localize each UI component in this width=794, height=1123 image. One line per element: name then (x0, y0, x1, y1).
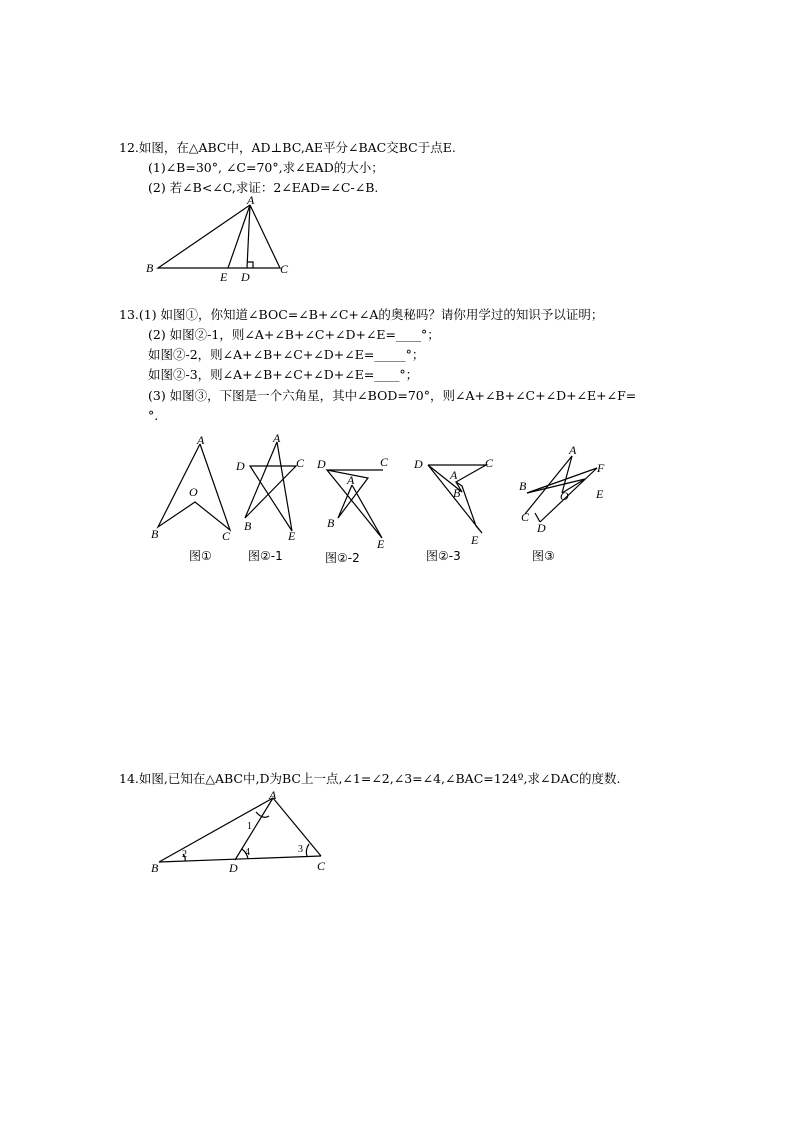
angle-3-arc (306, 844, 309, 856)
label-c: C (296, 456, 305, 470)
q13-part2c: 如图②-3，则∠A+∠B+∠C+∠D+∠E=____°； (148, 367, 419, 382)
label-d: D (414, 457, 423, 471)
label-a: A (269, 788, 277, 802)
label-c: C (222, 529, 231, 543)
q14-triangle-figure (145, 788, 345, 880)
figure-3-hexagram (505, 437, 615, 537)
label-c: C (485, 456, 494, 470)
label-d: D (236, 459, 245, 473)
figure-2-1-star (230, 430, 320, 545)
label-b: B (453, 486, 461, 500)
label-d: D (537, 521, 546, 535)
label-a: A (450, 468, 458, 482)
label-d: D (229, 861, 238, 875)
label-d: D (317, 457, 326, 471)
caption-fig3: 图③ (532, 549, 555, 563)
caption-fig2-1: 图②-1 (248, 549, 283, 563)
triangle-abc (158, 205, 280, 268)
label-b: B (244, 519, 252, 533)
q12-part1: (1)∠B=30°, ∠C=70°,求∠EAD的大小； (148, 160, 384, 175)
q13-stem: 13.(1) 如图①，你知道∠BOC=∠B+∠C+∠A的奥秘吗？请你用学过的知识予以证明； (119, 307, 604, 322)
label-c: C (280, 262, 289, 276)
label-c: C (317, 859, 326, 873)
q12-part2: (2) 若∠B<∠C,求证：2∠EAD=∠C-∠B. (148, 180, 379, 195)
caption-fig2-2: 图②-2 (325, 551, 360, 565)
bisector-ae (228, 205, 250, 268)
label-o: O (560, 489, 569, 503)
label-b: B (151, 527, 159, 541)
q12-stem: 12.如图，在△ABC中，AD⊥BC,AE平分∠BAC交BC于点E. (119, 140, 456, 155)
label-e: E (596, 487, 604, 501)
label-b: B (327, 516, 335, 530)
label-a: A (247, 193, 255, 207)
q13-part3: (3) 如图③，下图是一个六角星，其中∠BOD=70°，则∠A+∠B+∠C+∠D+∠E+∠F= (148, 388, 637, 403)
label-e: E (377, 537, 385, 551)
q13-part2a: (2) 如图②-1，则∠A+∠B+∠C+∠D+∠E=____°； (148, 327, 440, 342)
right-angle-mark (247, 262, 253, 268)
label-d: D (241, 270, 250, 284)
label-b: B (146, 261, 154, 275)
label-o: O (189, 485, 198, 499)
label-a: A (347, 473, 355, 487)
q13-part3-end: °. (148, 408, 159, 423)
label-a: A (273, 431, 281, 445)
q13-part2b: 如图②-2，则∠A+∠B+∠C+∠D+∠E=_____°； (148, 347, 425, 362)
label-a: A (197, 433, 205, 447)
angle-mark-3: 3 (298, 844, 303, 855)
figure-2-3-star (410, 450, 500, 550)
label-e: E (220, 270, 228, 284)
label-f: F (597, 461, 605, 475)
label-b: B (151, 861, 159, 875)
angle-mark-4: 4 (245, 847, 250, 858)
label-c: C (521, 510, 530, 524)
caption-fig1: 图① (189, 549, 212, 563)
label-a: A (569, 443, 577, 457)
altitude-ad (247, 205, 250, 268)
q12-triangle-figure (140, 195, 300, 285)
label-e: E (471, 533, 479, 547)
q14-stem: 14.如图,已知在△ABC中,D为BC上一点,∠1=∠2,∠3=∠4,∠BAC=124º,求∠DAC的度数. (119, 771, 621, 786)
angle-mark-1: 1 (247, 821, 252, 832)
label-c: C (380, 455, 389, 469)
figure-2-2-star (315, 450, 405, 550)
label-e: E (288, 529, 296, 543)
angle-mark-2: 2 (182, 849, 187, 860)
label-b: B (519, 479, 527, 493)
caption-fig2-3: 图②-3 (426, 549, 461, 563)
